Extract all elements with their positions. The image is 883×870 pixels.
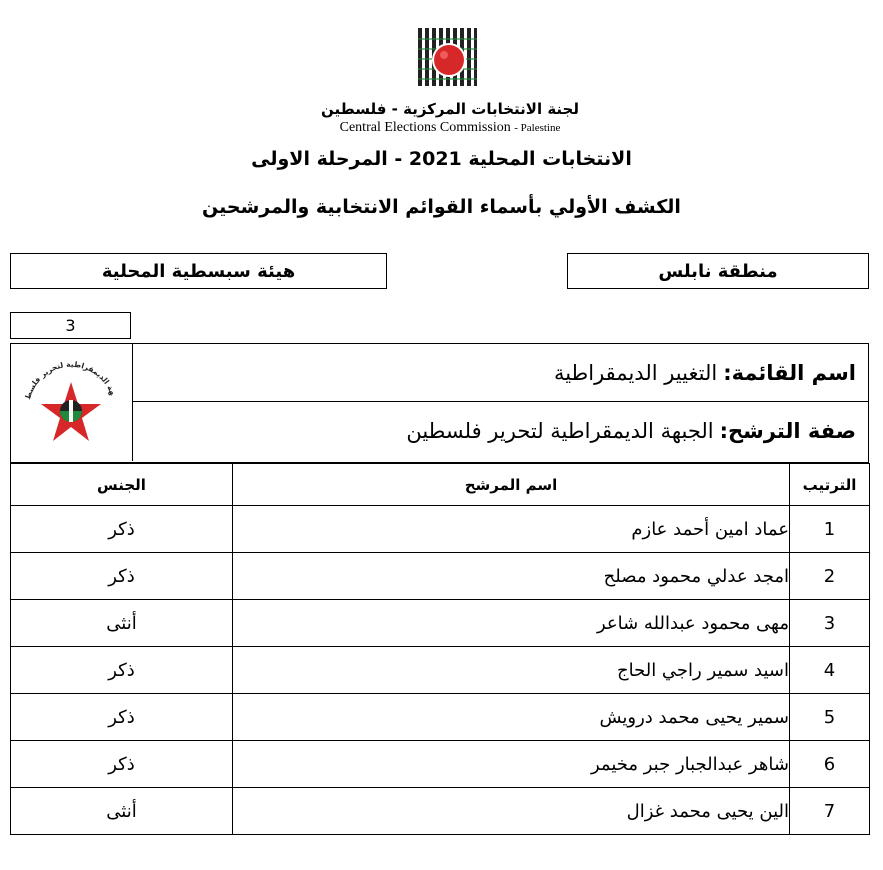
list-name-label: اسم القائمة: (723, 360, 856, 385)
candidate-name: شاهر عبدالجبار جبر مخيمر (233, 741, 790, 788)
candidate-rank: 6 (790, 741, 870, 788)
party-logo-text: هة الديمقراطية لتحرير فلسط (23, 359, 118, 401)
candidate-name: مهى محمود عبدالله شاعر (233, 600, 790, 647)
list-number-box: 3 (10, 312, 131, 339)
table-header-row (11, 464, 870, 506)
candidate-rank: 1 (790, 506, 870, 553)
affiliation-row (133, 402, 868, 460)
candidate-name: امجد عدلي محمود مصلح (233, 553, 790, 600)
party-star-emblem-icon (11, 344, 131, 461)
list-info-panel (10, 343, 869, 463)
column-header-gender: الجنس (11, 464, 233, 506)
cec-emblem-icon (416, 26, 478, 88)
org-name-english-suffix: - Palestine (514, 122, 561, 134)
local-authority-box: هيئة سبسطية المحلية (10, 253, 387, 289)
affiliation-value: الجبهة الديمقراطية لتحرير فلسطين (406, 419, 714, 443)
candidate-rank: 5 (790, 694, 870, 741)
cec-logo-block (300, 20, 600, 140)
candidate-rank: 7 (790, 788, 870, 835)
candidate-gender: أنثى (11, 600, 233, 647)
table-row (11, 694, 870, 741)
candidate-name: اسيد سمير راجي الحاج (233, 647, 790, 694)
table-row (11, 647, 870, 694)
candidate-name: سمير يحيى محمد درويش (233, 694, 790, 741)
candidate-gender: ذكر (11, 506, 233, 553)
candidate-gender: ذكر (11, 694, 233, 741)
candidate-name: الين يحيى محمد غزال (233, 788, 790, 835)
party-logo-cell (11, 344, 133, 461)
table-row (11, 788, 870, 835)
org-name-arabic: لجنة الانتخابات المركزية - فلسطين (320, 100, 579, 118)
org-name-english (300, 120, 600, 136)
candidate-gender: ذكر (11, 553, 233, 600)
table-row (11, 600, 870, 647)
table-row (11, 553, 870, 600)
region-box: منطقة نابلس (567, 253, 869, 289)
column-header-name: اسم المرشح (233, 464, 790, 506)
list-name-value: التغيير الديمقراطية (553, 360, 718, 385)
candidate-rank: 4 (790, 647, 870, 694)
candidate-gender: ذكر (11, 647, 233, 694)
candidate-rank: 3 (790, 600, 870, 647)
svg-text:الجبهة الديمقراطية لتحرير فلسط (11, 344, 118, 401)
candidate-gender: ذكر (11, 741, 233, 788)
candidate-gender: أنثى (11, 788, 233, 835)
candidate-name: عماد امين أحمد عازم (233, 506, 790, 553)
candidate-rank: 2 (790, 553, 870, 600)
table-row (11, 506, 870, 553)
org-name-english-main: Central Elections Commission (339, 120, 511, 135)
affiliation-label: صفة الترشح: (719, 419, 856, 443)
document-title: الانتخابات المحلية 2021 - المرحلة الاولى (251, 148, 632, 170)
document-subtitle: الكشف الأولي بأسماء القوائم الانتخابية والمرشحين (202, 196, 681, 218)
table-row (11, 741, 870, 788)
candidates-table (10, 463, 870, 835)
column-header-rank: الترتيب (790, 464, 870, 506)
list-name-row (133, 344, 868, 402)
